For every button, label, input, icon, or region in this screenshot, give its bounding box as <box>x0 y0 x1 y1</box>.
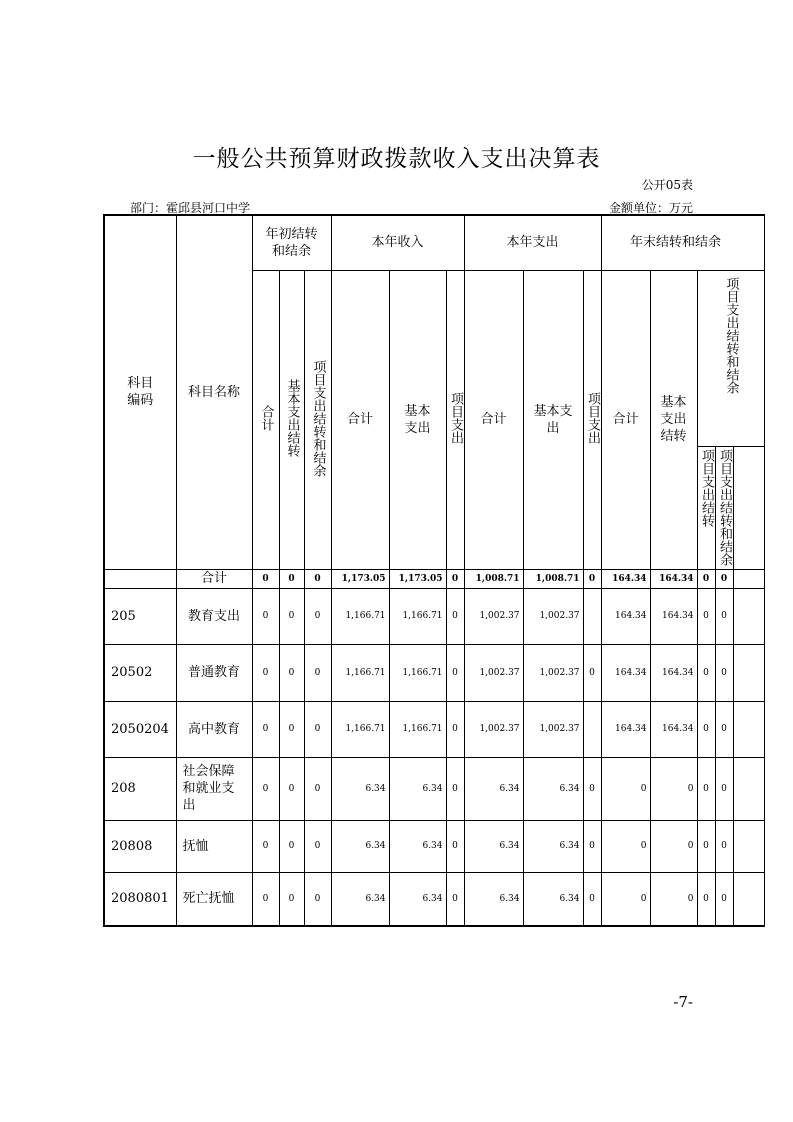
cell-value: 0 <box>583 872 601 926</box>
cell-value <box>733 820 764 872</box>
cell-value: 0 <box>279 588 304 644</box>
cell-value: 0 <box>583 820 601 872</box>
cell-value: 6.34 <box>464 757 523 820</box>
header-code: 科目编码 <box>104 215 176 569</box>
cell-value: 1,008.71 <box>464 569 523 588</box>
cell-value: 0 <box>650 872 697 926</box>
header-begin-total: 合计 <box>252 270 279 569</box>
header-name: 科目名称 <box>176 215 252 569</box>
header-begin: 年初结转和结余 <box>252 215 331 270</box>
cell-value <box>733 701 764 757</box>
cell-value: 0 <box>279 872 304 926</box>
cell-value: 6.34 <box>331 820 389 872</box>
total-code <box>104 569 176 588</box>
cell-value: 0 <box>715 757 733 820</box>
total-label: 合计 <box>176 569 252 588</box>
cell-value <box>733 588 764 644</box>
cell-value: 0 <box>252 588 279 644</box>
cell-value: 1,173.05 <box>331 569 389 588</box>
cell-value: 1,166.71 <box>331 644 389 701</box>
cell-value: 0 <box>304 644 331 701</box>
cell-value: 6.34 <box>464 820 523 872</box>
table-row <box>104 588 764 644</box>
cell-value: 0 <box>446 588 464 644</box>
row-name: 抚恤 <box>176 820 252 872</box>
cell-value: 1,002.37 <box>523 588 583 644</box>
cell-value: 0 <box>697 872 715 926</box>
budget-table <box>103 214 765 927</box>
cell-value: 0 <box>252 701 279 757</box>
cell-value: 0 <box>279 644 304 701</box>
cell-value: 6.34 <box>523 757 583 820</box>
cell-value: 1,002.37 <box>464 701 523 757</box>
cell-value: 0 <box>279 757 304 820</box>
cell-value: 0 <box>583 757 601 820</box>
cell-value: 0 <box>697 588 715 644</box>
cell-value: 0 <box>697 569 715 588</box>
header-expense-total: 合计 <box>464 270 523 569</box>
cell-value: 0 <box>697 820 715 872</box>
cell-value: 164.34 <box>601 588 650 644</box>
header-end-project-extra <box>733 446 764 569</box>
cell-value: 1,166.71 <box>331 701 389 757</box>
header-income: 本年收入 <box>331 215 464 270</box>
cell-value: 164.34 <box>650 701 697 757</box>
budget-table-container <box>103 214 739 919</box>
cell-value: 0 <box>650 757 697 820</box>
cell-value: 0 <box>252 644 279 701</box>
cell-value: 0 <box>715 820 733 872</box>
table-row <box>104 872 764 926</box>
header-end-project: 项目支出结转和结余 <box>697 270 764 446</box>
cell-value: 0 <box>252 820 279 872</box>
row-name: 普通教育 <box>176 644 252 701</box>
table-code: 公开05表 <box>641 178 693 192</box>
table-row <box>104 757 764 820</box>
cell-value <box>583 701 601 757</box>
cell-value: 0 <box>304 701 331 757</box>
cell-value: 0 <box>304 569 331 588</box>
row-code: 2080801 <box>104 872 176 926</box>
cell-value: 0 <box>252 757 279 820</box>
cell-value: 0 <box>304 757 331 820</box>
cell-value: 6.34 <box>389 872 446 926</box>
cell-value: 0 <box>252 569 279 588</box>
cell-value: 6.34 <box>389 757 446 820</box>
cell-value: 0 <box>650 820 697 872</box>
cell-value: 0 <box>446 701 464 757</box>
cell-value: 0 <box>697 644 715 701</box>
cell-value: 0 <box>279 820 304 872</box>
header-end: 年末结转和结余 <box>601 215 764 270</box>
cell-value: 0 <box>446 644 464 701</box>
row-code: 20502 <box>104 644 176 701</box>
header-end-basic: 基本支出结转 <box>650 270 697 569</box>
cell-value: 1,166.71 <box>389 588 446 644</box>
cell-value <box>733 644 764 701</box>
cell-value: 1,166.71 <box>389 644 446 701</box>
header-expense-basic: 基本支出 <box>523 270 583 569</box>
cell-value: 1,002.37 <box>523 701 583 757</box>
cell-value: 1,173.05 <box>389 569 446 588</box>
cell-value: 6.34 <box>389 820 446 872</box>
header-end-project-carry-2: 项目支出结转和结余 <box>715 446 733 569</box>
header-expense-project: 项目支出 <box>583 270 601 569</box>
cell-value: 0 <box>583 644 601 701</box>
cell-value: 164.34 <box>650 588 697 644</box>
cell-value: 0 <box>583 569 601 588</box>
cell-value: 0 <box>601 757 650 820</box>
cell-value: 0 <box>715 588 733 644</box>
cell-value: 1,002.37 <box>464 644 523 701</box>
cell-value: 164.34 <box>601 644 650 701</box>
cell-value: 164.34 <box>650 569 697 588</box>
header-end-total: 合计 <box>601 270 650 569</box>
table-row <box>104 644 764 701</box>
row-name: 教育支出 <box>176 588 252 644</box>
amount-unit-label: 金额单位：万元 <box>608 201 693 215</box>
cell-value: 6.34 <box>464 872 523 926</box>
cell-value <box>733 872 764 926</box>
header-expense: 本年支出 <box>464 215 601 270</box>
page-number: -7- <box>673 993 693 1011</box>
header-income-project: 项目支出 <box>446 270 464 569</box>
cell-value: 6.34 <box>331 872 389 926</box>
row-name: 死亡抚恤 <box>176 872 252 926</box>
cell-value: 0 <box>446 820 464 872</box>
cell-value: 6.34 <box>523 820 583 872</box>
cell-value: 0 <box>715 644 733 701</box>
row-code: 2050204 <box>104 701 176 757</box>
cell-value: 0 <box>715 701 733 757</box>
cell-value: 0 <box>446 872 464 926</box>
cell-value: 0 <box>304 820 331 872</box>
cell-value: 6.34 <box>331 757 389 820</box>
header-begin-project: 项目支出结转和结余 <box>304 270 331 569</box>
cell-value: 1,166.71 <box>389 701 446 757</box>
table-row <box>104 820 764 872</box>
cell-value <box>583 588 601 644</box>
cell-value: 0 <box>304 872 331 926</box>
cell-value: 164.34 <box>601 569 650 588</box>
page-title: 一般公共预算财政拨款收入支出决算表 <box>192 146 601 172</box>
cell-value: 0 <box>279 569 304 588</box>
cell-value: 0 <box>601 820 650 872</box>
cell-value: 0 <box>304 588 331 644</box>
cell-value: 0 <box>446 569 464 588</box>
table-row-total <box>104 569 764 588</box>
cell-value: 0 <box>601 872 650 926</box>
cell-value: 0 <box>279 701 304 757</box>
cell-value: 0 <box>252 872 279 926</box>
header-begin-basic: 基本支出结转 <box>279 270 304 569</box>
cell-value: 0 <box>446 757 464 820</box>
row-name: 高中教育 <box>176 701 252 757</box>
header-income-basic: 基本支出 <box>389 270 446 569</box>
cell-value: 164.34 <box>601 701 650 757</box>
cell-value: 0 <box>697 757 715 820</box>
table-row <box>104 701 764 757</box>
cell-value: 1,008.71 <box>523 569 583 588</box>
cell-value: 0 <box>715 872 733 926</box>
row-name: 社会保障和就业支出 <box>176 757 252 820</box>
department-label: 部门：霍邱县河口中学 <box>130 201 251 215</box>
row-code: 205 <box>104 588 176 644</box>
cell-value: 1,166.71 <box>331 588 389 644</box>
cell-value <box>733 757 764 820</box>
cell-value <box>733 569 764 588</box>
cell-value: 1,002.37 <box>464 588 523 644</box>
header-income-total: 合计 <box>331 270 389 569</box>
row-code: 208 <box>104 757 176 820</box>
cell-value: 164.34 <box>650 644 697 701</box>
cell-value: 6.34 <box>523 872 583 926</box>
row-code: 20808 <box>104 820 176 872</box>
cell-value: 0 <box>715 569 733 588</box>
cell-value: 0 <box>697 701 715 757</box>
cell-value: 1,002.37 <box>523 644 583 701</box>
header-end-project-carry: 项目支出结转 <box>697 446 715 569</box>
